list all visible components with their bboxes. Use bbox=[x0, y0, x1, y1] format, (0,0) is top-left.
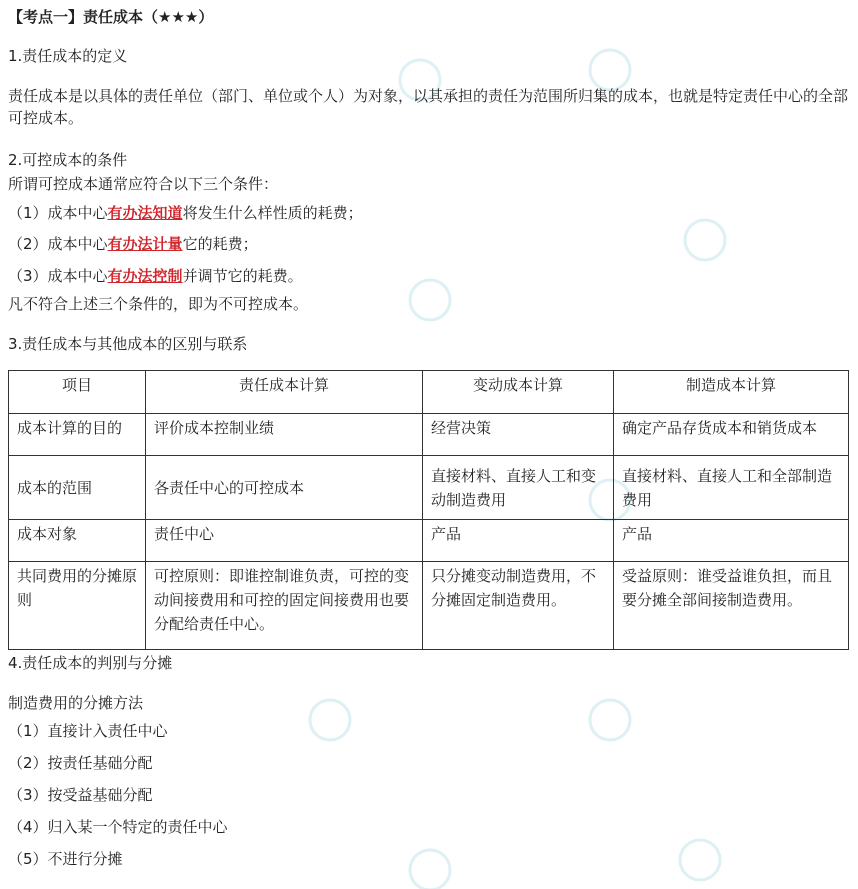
table-cell: 成本对象 bbox=[9, 520, 146, 562]
list-item: （5）不进行分摊 bbox=[8, 850, 123, 868]
table-cell: 直接材料、直接人工和变动制造费用 bbox=[423, 456, 614, 520]
watermark-logo-icon bbox=[685, 220, 725, 260]
watermark-logo-icon bbox=[410, 280, 450, 320]
highlight-text: 有办法知道 bbox=[107, 204, 183, 222]
table-cell: 责任中心 bbox=[146, 520, 423, 562]
watermark-logo-icon bbox=[590, 50, 630, 90]
watermark-logo-icon bbox=[590, 700, 630, 740]
section-3-title: 3.责任成本与其他成本的区别与联系 bbox=[8, 335, 248, 353]
table-cell: 经营决策 bbox=[423, 414, 614, 456]
list-item: （1）直接计入责任中心 bbox=[8, 722, 168, 740]
section-2-outro: 凡不符合上述三个条件的，即为不可控成本。 bbox=[8, 295, 309, 313]
section-4-subtitle: 制造费用的分摊方法 bbox=[8, 694, 144, 712]
section-2-title: 2.可控成本的条件 bbox=[8, 151, 128, 169]
page-heading: 【考点一】责任成本（★★★） bbox=[8, 8, 214, 26]
watermark-logo-icon bbox=[310, 700, 350, 740]
table-cell: 可控原则：即谁控制谁负责，可控的变动间接费用和可控的固定间接费用也要分配给责任中心。 bbox=[146, 562, 423, 650]
table-row bbox=[9, 414, 849, 456]
table-cell: 只分摊变动制造费用，不分摊固定制造费用。 bbox=[423, 562, 614, 650]
list-item: （4）归入某一个特定的责任中心 bbox=[8, 818, 228, 836]
table-row bbox=[9, 520, 849, 562]
section-1-title: 1.责任成本的定义 bbox=[8, 47, 128, 65]
section-1-body: 责任成本是以具体的责任单位（部门、单位或个人）为对象，以其承担的责任为范围所归集的成本，也就是特定责任中心的全部可控成本。 bbox=[8, 87, 849, 127]
table-cell: 确定产品存货成本和销货成本 bbox=[614, 414, 849, 456]
highlight-text: 有办法计量 bbox=[107, 235, 183, 253]
table-cell: 成本的范围 bbox=[9, 456, 146, 520]
watermark-logo-icon bbox=[680, 840, 720, 880]
table-header-cell: 变动成本计算 bbox=[423, 371, 614, 414]
table-row bbox=[9, 562, 849, 650]
table-header-row bbox=[9, 371, 849, 414]
table-cell: 受益原则：谁受益谁负担，而且要分摊全部间接制造费用。 bbox=[614, 562, 849, 650]
section-2-intro: 所谓可控成本通常应符合以下三个条件： bbox=[8, 175, 279, 193]
condition-item: （3）成本中心有办法控制并调节它的耗费。 bbox=[8, 267, 303, 285]
condition-item: （2）成本中心有办法计量它的耗费； bbox=[8, 235, 258, 253]
table-header-cell: 责任成本计算 bbox=[146, 371, 423, 414]
section-4-title: 4.责任成本的判别与分摊 bbox=[8, 654, 173, 672]
table-cell: 评价成本控制业绩 bbox=[146, 414, 423, 456]
list-item: （3）按受益基础分配 bbox=[8, 786, 153, 804]
condition-item: （1）成本中心有办法知道将发生什么样性质的耗费； bbox=[8, 204, 363, 222]
table-cell: 产品 bbox=[614, 520, 849, 562]
comparison-table bbox=[8, 370, 849, 650]
table-header-cell: 项目 bbox=[9, 371, 146, 414]
table-cell: 各责任中心的可控成本 bbox=[146, 456, 423, 520]
table-cell: 直接材料、直接人工和全部制造费用 bbox=[614, 456, 849, 520]
table-cell: 共同费用的分摊原则 bbox=[9, 562, 146, 650]
table-row bbox=[9, 456, 849, 520]
highlight-text: 有办法控制 bbox=[107, 267, 183, 285]
table-header-cell: 制造成本计算 bbox=[614, 371, 849, 414]
watermark-logo-icon bbox=[410, 850, 450, 889]
table-cell: 成本计算的目的 bbox=[9, 414, 146, 456]
list-item: （2）按责任基础分配 bbox=[8, 754, 153, 772]
table-cell: 产品 bbox=[423, 520, 614, 562]
